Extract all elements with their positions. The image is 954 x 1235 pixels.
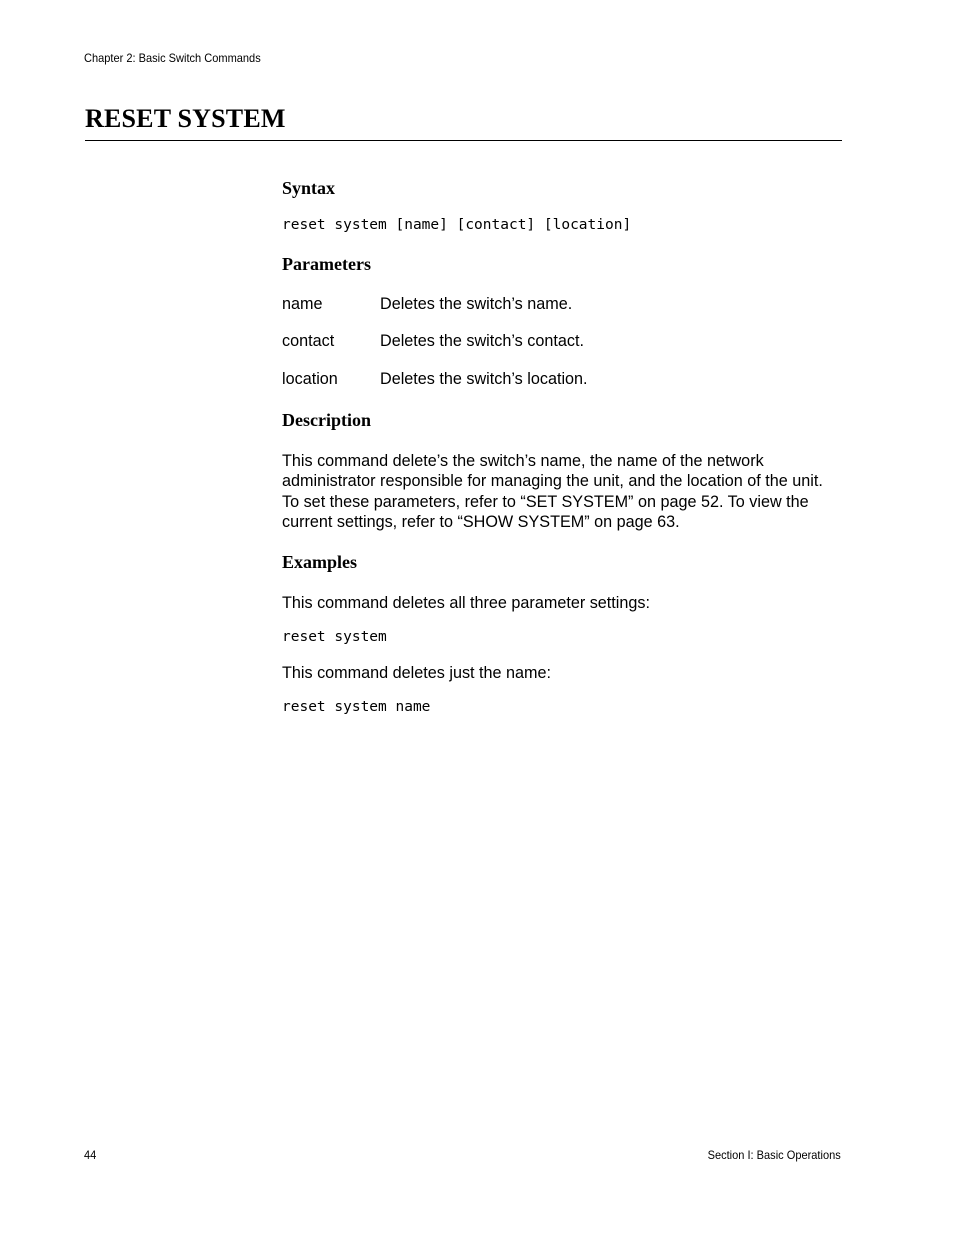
param-name: name bbox=[282, 295, 323, 313]
running-header: Chapter 2: Basic Switch Commands bbox=[84, 51, 261, 65]
example-intro-2: This command deletes just the name: bbox=[282, 664, 552, 682]
example-code-2: reset system name bbox=[282, 699, 431, 715]
page-number: 44 bbox=[84, 1148, 97, 1162]
param-desc: Deletes the switch’s location. bbox=[380, 370, 588, 388]
footer-section: Section I: Basic Operations bbox=[707, 1148, 841, 1162]
param-name: contact bbox=[282, 332, 335, 350]
param-name: location bbox=[282, 370, 338, 388]
param-desc: Deletes the switch’s name. bbox=[380, 295, 573, 313]
example-intro-1: This command deletes all three parameter settings: bbox=[282, 594, 650, 612]
syntax-command: reset system [name] [contact] [location] bbox=[282, 217, 632, 233]
param-desc: Deletes the switch’s contact. bbox=[380, 332, 584, 350]
description-text: This command delete’s the switch’s name, the name of the network administrator responsible for managing the unit, and the location of the unit. To set these parameters, refer to “SET SYSTEM” on page 52. To view the current settings, refer to “SHOW SYSTEM” on page 63. bbox=[282, 452, 823, 531]
examples-heading: Examples bbox=[282, 552, 358, 572]
page-title: RESET SYSTEM bbox=[85, 104, 286, 133]
syntax-heading: Syntax bbox=[282, 178, 336, 198]
title-rule bbox=[85, 140, 842, 141]
description-heading: Description bbox=[282, 410, 371, 430]
parameters-heading: Parameters bbox=[282, 254, 371, 274]
example-code-1: reset system bbox=[282, 629, 387, 645]
